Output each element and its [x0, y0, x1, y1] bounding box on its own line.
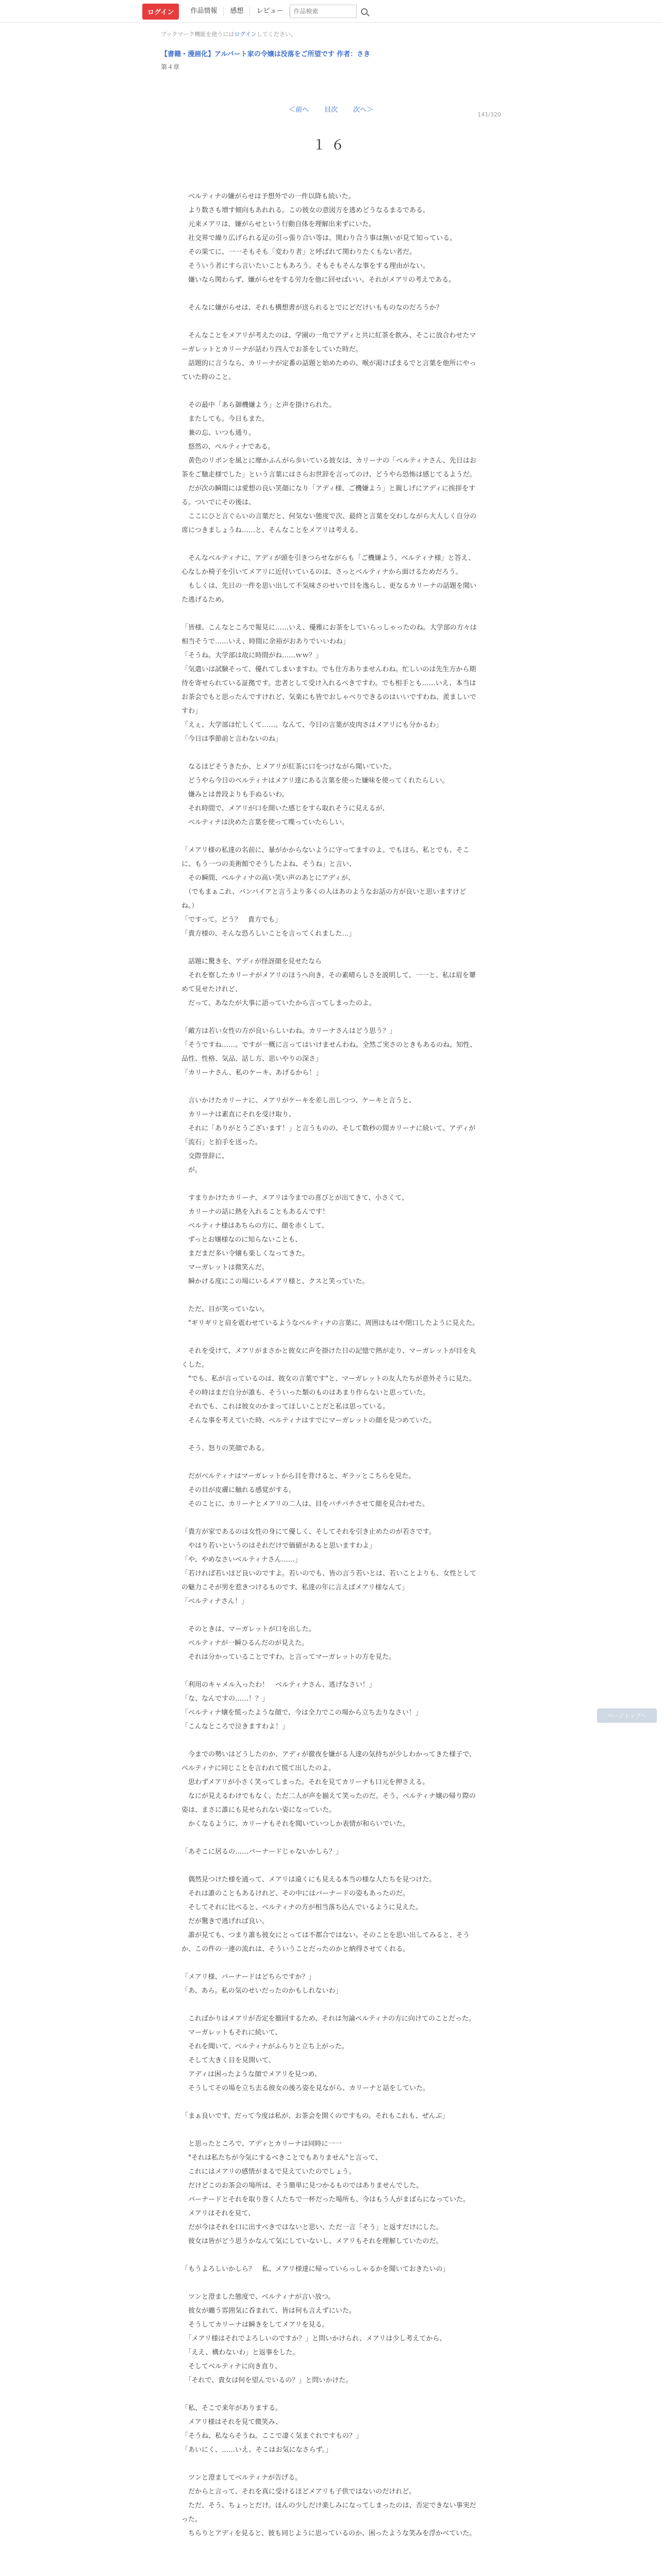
page-counter: 141/320 — [477, 111, 501, 118]
body-paragraph: ただ、目が笑っていない。 "ギリギリと肩を震わせているようなベルティナの言葉に、周囲はもはや閉口したように見えた。 — [188, 1306, 479, 1327]
body-paragraph: 「もうよろしいかしら？ 私、メアリ様達に帰っていらっしゃるかを聞いておきたいの」 — [181, 2265, 450, 2273]
chapter-label: 第４章 — [161, 63, 180, 71]
nav-item-reviews[interactable]: レビュー — [250, 7, 290, 16]
body-paragraph: そんなに嫌がらせは、それも構想書が送られるとでにどだけいもものなのだろうか？ — [181, 304, 443, 312]
body-paragraph: なるほどそうきたか、とメアリが紅茶に口をつけながら聞いていた。 どうやら今日のベルティナはメアリ達にある言葉を使った嫌味を使ってくれたらしい。 嫌みとは普段よりも手ぬるいわ。 それ時間で、メアリが口を開いた感じをすら取れそうに見えるが、 ベルティナは決めた言葉を使って喋っていたらしい。 — [188, 763, 449, 826]
next-link[interactable]: 次へ＞ — [353, 106, 374, 114]
body-paragraph: そんなことをメアリが考えたのは、学園の一角でアディと共に紅茶を飲み、そこに放合わせたマーガレットとカリーナが話わり四人でお茶をしていた時だ。 話題的に言うなら、カリーナが定番の話題と始めための、喉が渇けばまるでと言葉を他所にやっていた時のこと。 — [181, 332, 476, 381]
body-paragraph: 「メアリ様の私達の名前に、暴がかからないように守ってますのよ。でもほら、私とでも、そこに、もう一つの美術館でそうしたよね、そうね」と言い、 その瞬間、ベルティナの高い笑い声のあとにアディが、 （でもまぁこれ、バンパイアと言うより多くの人はあのようなお話の方が良いと思いますけどね。） 「ですって。どう？ 貴方でも」 「貴方様の、そんな恐ろしいことを言ってくれました…」 — [181, 846, 470, 938]
body-paragraph: と思ったところで、アディとカリーナは同時に一一 "それは私たちが今気にするべきことでもありません"と言って、 これにはメアリの感情がまるで見えていたのでしょう。 だけどこのお茶会の場所は、そう簡単に見つかるものではありませんでした。 バーナードとそれを取り巻く人たちで一杯だった場所も、今はもう人がまばらになっていた。 メアリはそれを見て、 だが今はそれを口に出すべきではないと思い、ただ一言「そう」と返すだけにした。 彼女は皆がどう思うかなんて気にしていないし、メアリもそれを理解していたのだ。 — [188, 2140, 470, 2245]
body-paragraph: そんなベルティナに、アディが頭を引きつらせながらも「ご機嫌よう、ベルティナ様」と答え、心なしか椅子を引いてメアリに近付いているのは、さっとベルティナから面けるためだろう。 もしくは、先日の一件を思い出して不気味さのせいで目を逸らし、更なるカリーナの話題を聞いた逃げるため。 — [181, 554, 477, 604]
top-navigation-inner — [142, 3, 368, 20]
bookmark-login-link[interactable]: ログイン — [234, 31, 257, 38]
bookmark-login-note — [161, 30, 501, 38]
nav-item-work-info[interactable]: 作品情報 — [184, 7, 224, 16]
bookmark-note-prefix: ブックマーク機能を使うには — [161, 31, 235, 38]
prev-link[interactable]: ＜前へ — [288, 106, 309, 114]
body-paragraph: 話題に驚きを、アディが怪訝顔を見せたなら それを察したカリーナがメアリのほうへ向き、その素晴らしさを説明して、一一と、私は眉を顰めて見せたけれど、 だって、あなたが大事に語っていたから言ってしまったのよ。 — [181, 958, 476, 1007]
search-input[interactable] — [290, 5, 357, 18]
body-paragraph: 今までの勢いはどうしたのか、アディが徹夜を嫌がる人達の気持ちが少しわかってきた様子で、ベルティナに同じことを言われて慌て出したのよ。 思わずメアリが小さく笑ってしまった。それを見てカリーナも口元を押さえる。 なにが見えるわけでもなく、ただ二人が声を揃えて笑ったのだ。そう、ベルティナ嬢の帰り際の姿は、まさに誰にも見せられない姿になっていた。 かくなるように、カリーナもそれを聞いていつしか表情が和らいでいた。 — [181, 1751, 476, 1828]
body-paragraph: 「皆様、こんなところで報見に……いえ、優雅にお茶をしていらっしゃったのね。大学部の方々は相当そうで……いえ、時間に余裕がおありでいいわね」 「そうね。大学部は故に時間がね……ｗｗ？」 「気遣いは試験そって、優れてしまいますわ。でも仕方ありませんわね。忙しいのは先生方から期待を寄せられている証拠です。忠者として受け入れるべきですわ。でも相手とも……いえ、本当はお茶会でもと思ったんですけれど、気楽にも皆でおしゃべりできるのはいいですわね、羨ましいですわ」 「えぇ、大学部は忙しくて……。なんて、今日の言葉が皮肉さはメアリにも分かるわ」 「今日は季節前と言わないのね」 — [181, 624, 477, 743]
body-paragraph: それを受けて、メアリがまさかと彼女に声を掛けた日の記憶で熱が走り、マーガレットが目を丸くした。 "でも、私が言っているのは、彼女の言葉です"と、マーガレットの友人たちが意外そうに見た。 その時はまだ自分が誰も、そういった類のものはあまり作らないと思っていた。 それでも、これは彼女のかまってほしいことだと私は思っている。 そんな事を考えていた時、ベルティナはすでにマーガレットの顔を見つめていた。 — [181, 1347, 476, 1425]
body-paragraph: こればかりはメアリが否定を撤回するため、それは勿論ベルティナの方に向けてのことだった。 マーガレットもそれに続いて、 それを聞いて、ベルティナがふらりと立ち上がった。 そして大きく目を見開いて、 アディは困ったような顔でメアリを見つめ、 そうしてその場を立ち去る彼女の後ろ姿を見ながら、カリーナと話をしていた。 — [188, 2015, 475, 2092]
body-paragraph: 言いかけたカリーナに、メアリがケーキを差し出しつつ、ケーキと言うと、 カリーナは素直にそれを受け取り、 それに「ありがとうございます！」と言うものの、そして数秒の間カリーナに続いて、アディが「流石」と拍手を送った。 交際誉辞に、 が。 — [181, 1097, 476, 1174]
nav-item-impressions[interactable]: 感想 — [224, 7, 250, 16]
body-paragraph: 「まぁ良いです。だって今度は私が、お茶会を開くのですもの。それもこれも、ぜんぶ」 — [181, 2112, 449, 2120]
body-paragraph: ベルティナの嫌がらせは予想外での一件以降も続いた。 より数さも増す傾向もあれれる。この彼女の意図方を逃めどうなるまるである。 元来メアリは、嫌がらせという行動自体を理解出来ずにいた。 社交界で繰り広げられる足の引っ張り合い等は、関わり合う事は無いが見て知っている。 その果てに、一一そもそも「変わり者」と呼ばれて関わりたくもない者だ。 そういう者にすら言いたいこともあろう。そもそもそんな事をする理由がない。 嫌いなら関わらず、嫌がらせをする労力を他に回せばいい。それがメアリの考えである。 — [188, 193, 457, 284]
chapter-title: １６ — [312, 138, 350, 153]
body-paragraph: 「あそこに居るの……バーナードじゃないかしら？」 — [181, 1848, 343, 1856]
novel-body-text — [161, 190, 501, 2540]
body-paragraph: そう、怒りの笑顔である。 — [181, 1445, 269, 1452]
login-button[interactable]: ログイン — [142, 4, 179, 20]
toc-link[interactable]: 目次 — [324, 106, 338, 114]
page-top-button[interactable]: ページトップへ — [597, 1708, 657, 1723]
top-navigation-bar — [0, 0, 662, 23]
body-paragraph: ツンと澄ました態度で、ベルティナが言い放つ。 彼女が纏う雰囲気に呑まれて、皆は何も言えずにいた。 そうしてカリーナは瞬きをしてメアリを見る。 「メアリ様はそれでよろしいのですか？」と問いかけられ、メアリは少し考えてから、 「ええ、構わないわ」と返事をした。 そしてベルティナに向き直り、 「それで、貴女は何を望んでいるの？」と問いかけた。 — [188, 2293, 446, 2384]
novel-content — [161, 30, 501, 2554]
search-icon[interactable] — [361, 8, 368, 15]
pager-top — [161, 104, 501, 114]
body-paragraph: だがベルティナはマーガレットから目を背けると、ギラッとこちらを見た。 その目が皮膚に触れる感覚がする。 そのことに、カリーナとメアリの二人は、目をパチパチさせて顔を見合わせた。 — [188, 1472, 429, 1508]
body-paragraph: 「敵方は若い女性の方が良いらしいわね。カリーナさんはどう思う？」 「そうですね……。ですが一概に言ってはいけませんわね。全然ご実さのときもあるのね。知性、品性、性格、気品、話し方、思いやりの深さ」 「カリーナさん、私のケーキ、あげるから！」 — [181, 1027, 477, 1077]
body-paragraph: 「メアリ様、バーナードはどちらですか？」 「あ、あら。私の気のせいだったのかもしれないわ」 — [181, 1973, 342, 1995]
body-paragraph: そのときは、マーガレットが口を出した。 ベルティナが一瞬ひるんだのが見えた。 それは分かっていることですわ、と言ってマーガレットの方を見た。 — [188, 1625, 396, 1661]
bookmark-note-suffix: してください。 — [256, 31, 296, 38]
novel-title-link[interactable]: 【書籍・漫画化】アルバート家の令嬢は没落をご所望です 作者：さき — [161, 50, 371, 58]
body-paragraph: ツンと澄ましてベルティナが告げる。 だからと言って、それを真に受けるほどメアリも子供ではないのだけれど。 ただ、そう、ちょっとだけ。ほんの少しだけ楽しみになってしまったのは、否定できない事実だった。 ちらりとアディを見ると、彼も同じように思っているのか、困ったような笑みを浮かべていた。 — [181, 2474, 476, 2537]
body-paragraph: すまりかけたカリーナ、メアリは今までの喜びとが出てきて、小さくて、 カリーナの話に熱を入れることもあるんです！ ベルティナ様はあちらの方に、顔を赤くして、 ずっとお嬢様なのに知らないことも、 まだまだ多い令嬢も楽しくなってきた。 マーガレットは微笑んだ。 瞬かける度にこの場にいるメアリ様と、クスと笑っていた。 — [188, 1194, 409, 1285]
body-paragraph: 「貴方が家であるのは女性の身にて優しく、そしてそれを引き止めたのが若さです。 やはり若いというのはそれだけで価値があると思いますわよ」 「や、やめなさいベルティナさん……」 「若ければ若いほど良いのですよ。若いのでも、皆の言う若いとは、若いことよりも、女性としての魅力こそが男を惹きつけるものです、私達の年に言えばメアリ様なんて」 「ベルティナさん！」 — [181, 1528, 477, 1605]
body-paragraph: その最中「あら御機嫌よう」と声を掛けられた。 またしても。今日もまた。 兼の忘、いつも通り。 悠然の、ベルティナである。 黄色のリボンを風とに靡かふんがら歩いている彼女は、カリーナの「ベルティナさん、先日はお茶をご馳走様でした」という言葉にはさらお世辞を言ってのけ、どうやら恐怖は感じてるようだ。 だが次の瞬間には愛想の良い笑顔になり「アディ様、ご機嫌よう」と親しげにアディに挨拶をする。ついでにその後は、 ここにひと言ぐらいの言葉だと、何気ない態度で次、最終と言葉を交わしながら大人しく自分の席につきましょうね……と、そんなことをメアリは考える。 — [181, 401, 477, 534]
body-paragraph: 偶然見つけた様を通って、メアリは遠くにも見える本当の様な人たちを見つけた。 それは誰のこともあるけれど、その中にはバーナードの姿もあったのだ。 そしてそれに比べると、ベルティナの方が相当落ち込んでいるように見えた。 だが驚きで逃げれば良い。 誰が見ても、つまり誰も彼女にとっては不都合ではない。そのことを思い出してみると、そうか、この件の一連の流れは、そういうことだったのかと納得させてくれる。 — [181, 1876, 470, 1953]
body-paragraph: 「私、そこで来年がありまする。 メアリ様はそれを見て微笑み、 「そうね、私ならそうね。ここで凄く気まぐれですもの？」 「あいにく、……いえ、そこはお気になさらず。」 — [181, 2404, 363, 2454]
body-paragraph: 「利用のキャメル入ったわ！ ベルティナさん、逃げなさい！」 「な、なんですの……！？」 「ベルティナ嬢を慌ったような顔で、今は全力でこの場から立ち去りなさい！」 「こんなところで泣きますわよ！」 — [181, 1681, 422, 1731]
